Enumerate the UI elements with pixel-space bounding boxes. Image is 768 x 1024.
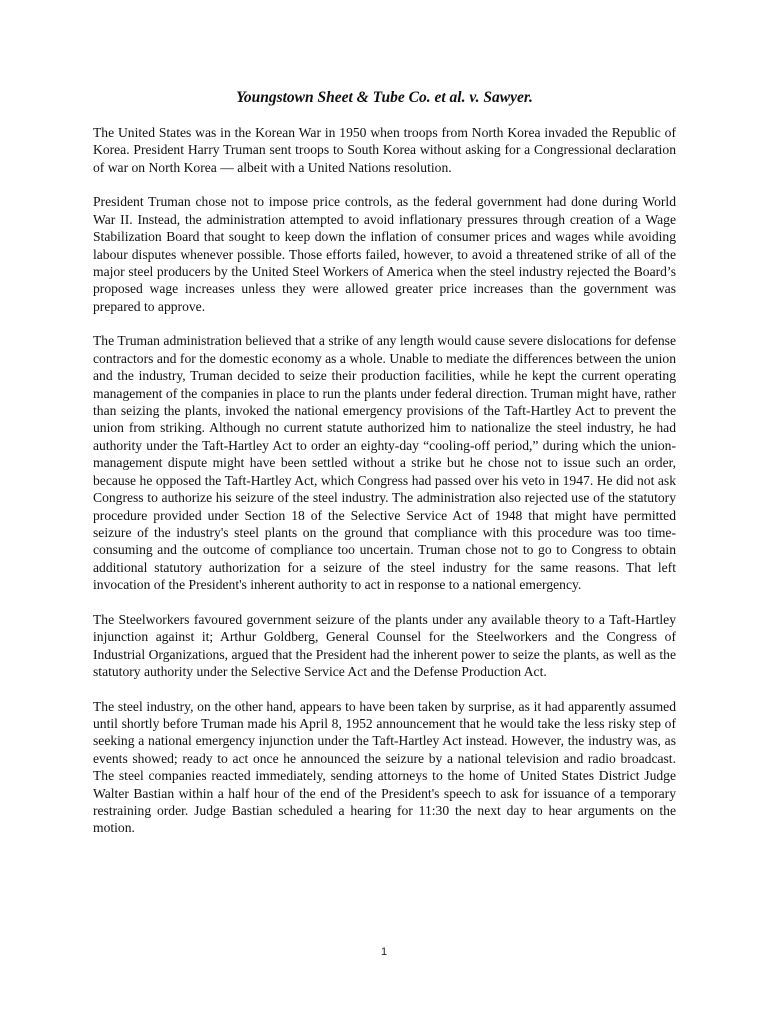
document-title: Youngstown Sheet & Tube Co. et al. v. Sawyer.: [236, 89, 533, 106]
paragraph-price-controls: President Truman chose not to impose price controls, as the federal government had done during World War II. Instead, the administration attempted to avoid inflationary pressures through creation of a Wage Stabilization Board that sought to keep down the inflation of consumer prices and wages while avoiding labour disputes whenever possible. Those efforts failed, however, to avoid a threatened strike of all of the major steel producers by the United Steel Workers of America when the steel industry rejected the Board’s proposed wage increases unless they were allowed greater price increases than the government was prepared to approve.: [93, 194, 676, 314]
page-number: 1: [380, 946, 388, 958]
paragraph-steel-industry: The steel industry, on the other hand, appears to have been taken by surprise, as it had apparently assumed until shortly before Truman made his April 8, 1952 announcement that he would take the less risky step of seeking a national emergency injunction under the Taft-Hartley Act instead. However, the industry was, as events showed; ready to act once he announced the seizure by a national television and radio broadcast. The steel companies reacted immediately, sending attorneys to the home of United States District Judge Walter Bastian within a half hour of the end of the President's speech to ask for issuance of a temporary restraining order. Judge Bastian scheduled a hearing for 11:30 the next day to hear arguments on the motion.: [93, 698, 676, 836]
paragraph-truman-administration: The Truman administration believed that a strike of any length would cause severe dislocations for defense contractors and for the domestic economy as a whole. Unable to mediate the differences between the union and the industry, Truman decided to seize their production facilities, while he kept the current operating management of the companies in place to run the plants under federal direction. Truman might have, rather than seizing the plants, invoked the national emergency provisions of the Taft-Hartley Act to prevent the union from striking. Although no current statute authorized him to nationalize the steel industry, he had authority under the Taft-Hartley Act to order an eighty-day “cooling-off period,” during which the union-management dispute might have been settled without a strike but he chose not to issue such an order, because he opposed the Taft-Hartley Act, which Congress had passed over his veto in 1947. He did not ask Congress to authorize his seizure of the steel industry. The administration also rejected use of the statutory procedure provided under Section 18 of the Selective Service Act of 1948 that might have permitted seizure of the industry's steel plants on the ground that compliance with this procedure was too time-consuming and the outcome of compliance too uncertain. Truman chose not to go to Congress to obtain additional statutory authorization for a seizure of the steel industry for the same reasons. That left invocation of the President's inherent authority to act in response to a national emergency.: [93, 333, 676, 593]
paragraph-steelworkers: The Steelworkers favoured government seizure of the plants under any available theory to a Taft-Hartley injunction against it; Arthur Goldberg, General Counsel for the Steelworkers and the Congress of Industrial Organizations, argued that the President had the inherent power to seize the plants, as well as the statutory authority under the Selective Service Act and the Defense Production Act.: [93, 611, 676, 679]
paragraph-korean-war: The United States was in the Korean War in 1950 when troops from North Korea invaded the Republic of Korea. President Harry Truman sent troops to South Korea without asking for a Congressional declaration of war on North Korea — albeit with a United Nations resolution.: [93, 125, 676, 175]
